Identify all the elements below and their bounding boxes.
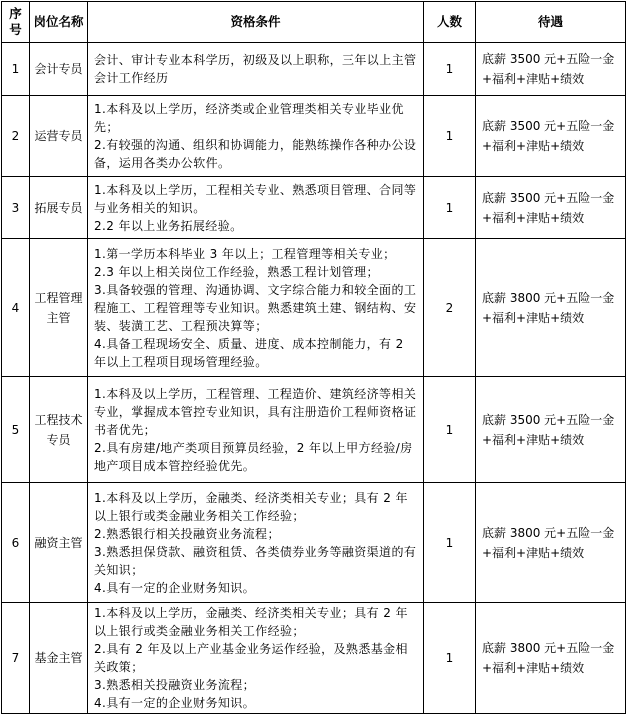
cell-requirements (88, 377, 424, 483)
cell-pay: 底薪 3500 元+五险一金+福利+津贴+绩效 (476, 377, 626, 483)
requirement-line: 1.本科及以上学历，工程管理、工程造价、建筑经济等相关专业，掌握成本管控专业知识，具有注册造价工程师资格证书者优先； (94, 386, 417, 437)
cell-count: 1 (424, 603, 476, 714)
requirement-line: 3.熟悉担保贷款、融资租赁、各类债券业务等融资渠道的有关知识； (94, 544, 417, 577)
header-requirements: 资格条件 (88, 2, 424, 43)
table-row (2, 96, 626, 177)
table-row (2, 603, 626, 714)
cell-seq: 2 (2, 96, 30, 177)
cell-pay: 底薪 3800 元+五险一金+福利+津贴+绩效 (476, 483, 626, 603)
cell-seq: 6 (2, 483, 30, 603)
cell-count: 1 (424, 377, 476, 483)
cell-position: 会计专员 (30, 43, 88, 96)
cell-requirements (88, 96, 424, 177)
cell-pay: 底薪 3500 元+五险一金+福利+津贴+绩效 (476, 96, 626, 177)
cell-seq: 4 (2, 239, 30, 377)
cell-requirements (88, 43, 424, 96)
cell-requirements (88, 483, 424, 603)
cell-count: 1 (424, 96, 476, 177)
requirement-line: 3.具备较强的管理、沟通协调、文字综合能力和较全面的工程施工、工程管理等专业知识。熟悉建筑土建、钢结构、安装、装潢工艺、工程预决算等； (94, 282, 417, 333)
cell-count: 1 (424, 177, 476, 239)
table-row (2, 43, 626, 96)
header-seq: 序号 (2, 2, 30, 43)
cell-pay: 底薪 3500 元+五险一金+福利+津贴+绩效 (476, 177, 626, 239)
cell-pay: 底薪 3500 元+五险一金+福利+津贴+绩效 (476, 43, 626, 96)
requirement-line: 1.本科及以上学历，工程相关专业、熟悉项目管理、合同等与业务相关的知识。 (94, 182, 417, 215)
recruitment-table (1, 1, 626, 714)
requirement-line: 1.本科及以上学历，经济类或企业管理类相关专业毕业优先； (94, 102, 404, 134)
requirement-line: 2.具有房建/地产类项目预算员经验，2 年以上甲方经验/房地产项目成本管控经验优先。 (94, 440, 413, 473)
cell-requirements (88, 239, 424, 377)
requirement-line: 4.具有一定的企业财务知识。 (94, 580, 256, 595)
cell-position: 工程管理主管 (30, 239, 88, 377)
requirement-line: 2.2 年以上业务拓展经验。 (94, 218, 243, 233)
requirement-line: 会计、审计专业本科学历，初级及以上职称，三年以上主管会计工作经历 (94, 53, 417, 85)
cell-pay: 底薪 3800 元+五险一金+福利+津贴+绩效 (476, 603, 626, 714)
header-position: 岗位名称 (30, 2, 88, 43)
requirement-line: 2.熟悉银行相关投融资业务流程； (94, 526, 280, 541)
cell-seq: 3 (2, 177, 30, 239)
cell-position: 基金主管 (30, 603, 88, 714)
requirement-line: 4.具有一定的企业财务知识。 (94, 696, 256, 710)
cell-pay: 底薪 3800 元+五险一金+福利+津贴+绩效 (476, 239, 626, 377)
requirement-line: 1.本科及以上学历，金融类、经济类相关专业；具有 2 年以上银行或类金融业务相关工作经验； (94, 606, 408, 638)
cell-position: 运营专员 (30, 96, 88, 177)
cell-requirements (88, 603, 424, 714)
table-row (2, 177, 626, 239)
cell-seq: 7 (2, 603, 30, 714)
requirement-line: 3.熟悉相关投融资业务流程； (94, 678, 256, 692)
header-count: 人数 (424, 2, 476, 43)
cell-seq: 5 (2, 377, 30, 483)
cell-position: 工程技术专员 (30, 377, 88, 483)
requirement-line: 1.第一学历本科毕业 3 年以上；工程管理等相关专业； (94, 246, 396, 261)
table-row (2, 377, 626, 483)
requirement-line: 2.有较强的沟通、组织和协调能力，能熟练操作各种办公设备，运用各类办公软件。 (94, 138, 417, 170)
cell-position: 拓展专员 (30, 177, 88, 239)
cell-count: 1 (424, 483, 476, 603)
header-pay: 待遇 (476, 2, 626, 43)
table-row (2, 483, 626, 603)
cell-position: 融资主管 (30, 483, 88, 603)
requirement-line: 1.本科及以上学历，金融类、经济类相关专业；具有 2 年以上银行或类金融业务相关工作经验； (94, 490, 408, 523)
table-header-row (2, 2, 626, 43)
requirement-line: 4.具备工程现场安全、质量、进度、成本控制能力，有 2 年以上工程项目现场管理经验。 (94, 336, 404, 369)
cell-count: 1 (424, 43, 476, 96)
cell-seq: 1 (2, 43, 30, 96)
requirement-line: 2.具有 2 年及以上产业基金业务运作经验，及熟悉基金相关政策； (94, 642, 408, 674)
table-row (2, 239, 626, 377)
requirement-line: 2.3 年以上相关岗位工作经验，熟悉工程计划管理； (94, 264, 379, 279)
cell-requirements (88, 177, 424, 239)
cell-count: 2 (424, 239, 476, 377)
